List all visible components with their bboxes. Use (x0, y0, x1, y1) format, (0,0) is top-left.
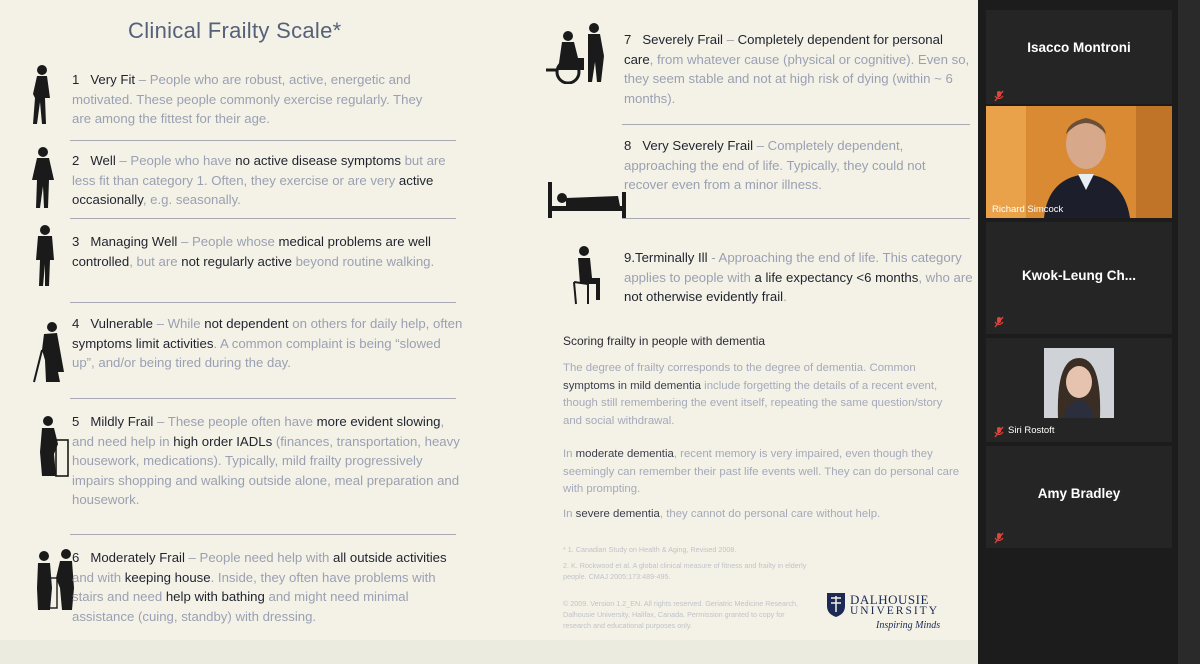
copyright-note: © 2009. Version 1.2_EN. All rights reserved. Geriatric Medicine Research, Dalhousie University, Halifax, Canada. Permission granted to copy for research and educational purposes only. (563, 599, 799, 630)
seated-figure-icon (566, 244, 606, 306)
participant-video-tile[interactable] (986, 338, 1172, 442)
logo-name: DALHOUSIE (850, 592, 929, 607)
participant-name: Siri Rostoft (1008, 425, 1055, 436)
wheelchair-icon (544, 22, 614, 84)
participant-name: Kwok-Leung Ch... (1022, 268, 1136, 283)
frailty-level-2: 2 Well – People who have no active disease symptoms but are less fit than category 1. Often, they exercise or are very active occasionally, e.g. seasonally. (72, 153, 446, 207)
participant-tile[interactable] (986, 10, 1172, 104)
muted-mic-icon (994, 90, 1004, 102)
frailty-level-7: 7 Severely Frail – Completely dependent for personal care, from whatever cause (physical or cognitive). Even so, they seem stable and not at high risk of dying (within ~ 6 months). (624, 32, 970, 106)
dementia-paragraph-3: In severe dementia, they cannot do personal care without help. (563, 508, 881, 520)
participant-name: Amy Bradley (1037, 486, 1121, 501)
footnote-ref-2: 2. K. Rockwood et al. A global clinical measure of fitness and frailty in elderly people. CMAJ 2005;173:489-495. (563, 561, 807, 581)
video-feed (986, 106, 1172, 218)
video-feed (1044, 348, 1114, 418)
muted-mic-icon (994, 316, 1004, 328)
frailty-level-8: 8 Very Severely Frail – Completely dependent, approaching the end of life. Typically, they could not recover even from a minor illness. (624, 138, 926, 192)
walking-figure-icon (28, 146, 58, 210)
participant-name: Isacco Montroni (1027, 40, 1131, 55)
participant-tile[interactable] (986, 222, 1172, 334)
muted-mic-icon (994, 532, 1004, 544)
dementia-section-title: Scoring frailty in people with dementia (563, 334, 766, 348)
muted-mic-icon (994, 426, 1004, 438)
university-shield-icon (826, 592, 846, 618)
dementia-paragraph-2: In moderate dementia, recent memory is very impaired, even though they seemingly can remember their past life events well. They can do personal care with prompting. (563, 448, 960, 495)
window-edge (1178, 0, 1200, 664)
cane-figure-icon (30, 320, 70, 384)
standing-figure-icon (30, 224, 60, 288)
participant-tile[interactable] (986, 446, 1172, 548)
bed-icon (546, 180, 630, 220)
dementia-paragraph-1: The degree of frailty corresponds to the degree of dementia. Common symptoms in mild dementia include forgetting the details of a recent event, though still remembering the event itself, repeating the same question/story and social withdrawal. (563, 362, 943, 427)
walking-figure-icon (28, 64, 56, 126)
frailty-level-9: 9.Terminally Ill - Approaching the end of life. This category applies to people with a life expectancy <6 months, who are not otherwise evidently frail. (624, 250, 973, 304)
frailty-level-3: 3 Managing Well – People whose medical problems are well controlled, but are not regularly active beyond routine walking. (72, 234, 435, 269)
dalhousie-logo (826, 592, 956, 636)
frailty-level-6: 6 Moderately Frail – People need help with all outside activities and with keeping house. Inside, they often have problems with stairs and need help with bathing and might need minimal assistance (cuing, standby) with dressing. (72, 550, 447, 624)
frailty-level-1: 1 Very Fit – People who are robust, active, energetic and motivated. These people commonly exercise regularly. They are among the fittest for their age. (72, 72, 423, 126)
slide-title: Clinical Frailty Scale* (128, 18, 342, 43)
frailty-level-5: 5 Mildly Frail – These people often have more evident slowing, and need help in high order IADLs (finances, transportation, heavy housework, medications). Typically, mild frailty progressively impairs shopping and walking outside alone, meal preparation and housework. (72, 414, 460, 507)
participant-video-tile[interactable] (986, 106, 1172, 218)
footnote-ref-1: * 1. Canadian Study on Health & Aging, Revised 2008. (563, 545, 737, 554)
participant-name: Richard Simcock (992, 204, 1064, 215)
logo-university: UNIVERSITY (850, 605, 939, 617)
walker-figure-icon (34, 414, 74, 478)
frailty-level-4: 4 Vulnerable – While not dependent on others for daily help, often symptoms limit activities. A common complaint is being “slowed up”, and/or being tired during the day. (72, 316, 463, 370)
logo-tagline: Inspiring Minds (876, 620, 941, 631)
